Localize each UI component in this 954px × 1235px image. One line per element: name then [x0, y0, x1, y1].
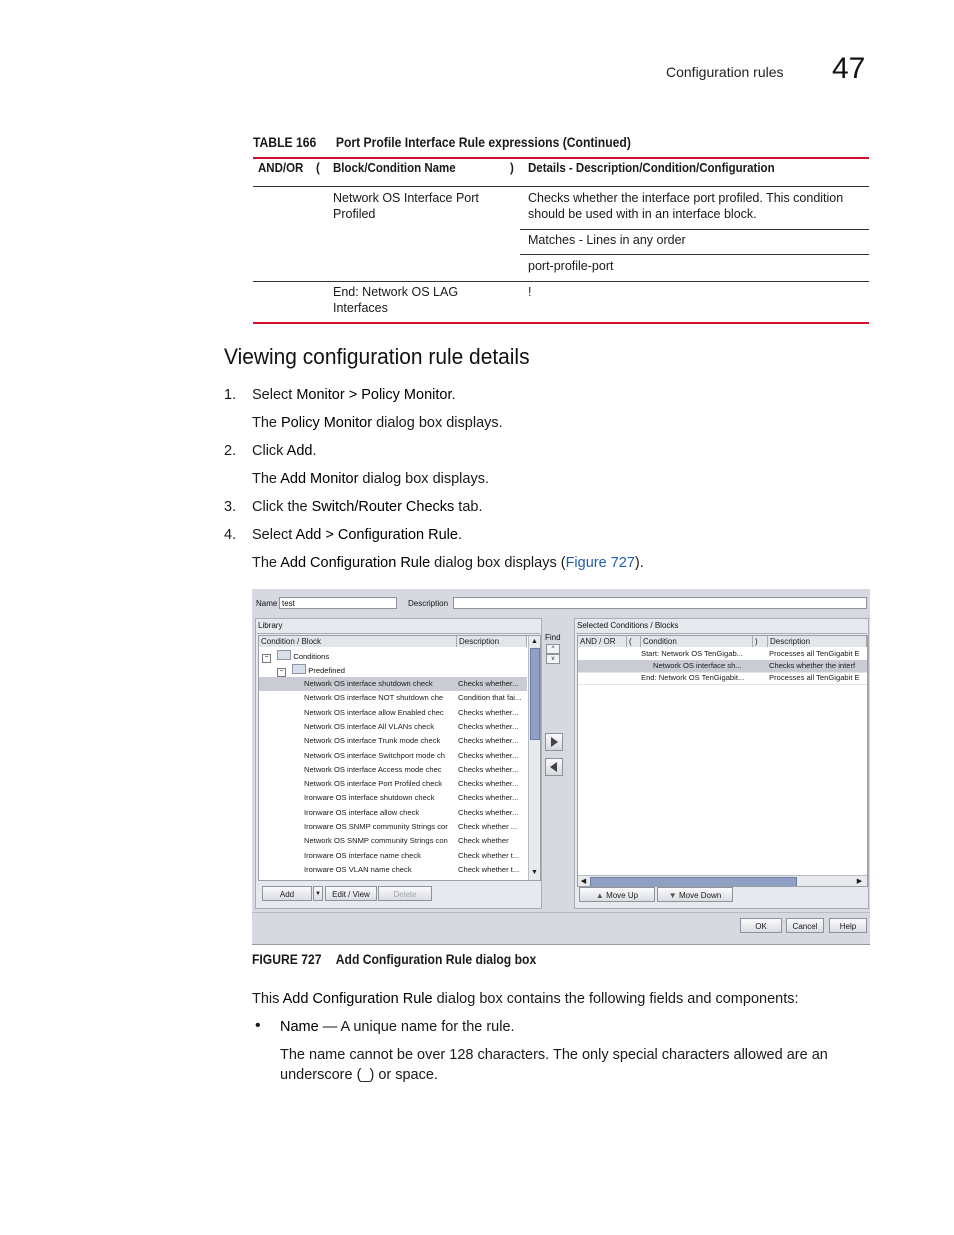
delete-button[interactable]: Delete	[378, 886, 432, 901]
scroll-up-icon[interactable]: ▲	[531, 638, 538, 645]
library-row[interactable]: Ironware OS interface shutdown check Checks whether...	[304, 793, 519, 803]
table-top-rule	[253, 157, 869, 159]
library-row[interactable]: Ironware OS VLAN name check Check whether t...	[304, 864, 520, 874]
remove-from-selected-button[interactable]	[545, 758, 563, 776]
help-button[interactable]: Help	[829, 918, 867, 933]
triangle-up-icon: ▲	[595, 891, 604, 900]
table-header-and-or: AND/OR	[258, 161, 304, 175]
step-number: 2.	[224, 443, 237, 459]
add-button[interactable]: Add	[262, 886, 312, 901]
selected-row[interactable]: End: Network OS TenGigabit... Processes all TenGigabit E	[578, 672, 867, 685]
move-down-button[interactable]: ▼ Move Down	[657, 887, 733, 902]
arrow-right-icon	[546, 734, 562, 750]
selected-conditions-panel	[574, 618, 869, 909]
scroll-left-icon[interactable]: ◀	[580, 878, 587, 885]
step-number: 4.	[224, 527, 237, 543]
table-row-rule	[253, 281, 869, 282]
table-header-close-paren: )	[510, 161, 514, 175]
section-heading: Viewing configuration rule details	[224, 344, 530, 369]
add-configuration-rule-dialog	[252, 589, 870, 945]
table-subrow-rule	[520, 229, 869, 230]
table-header-open-paren: (	[316, 161, 320, 175]
name-input[interactable]: test	[279, 597, 397, 609]
library-row[interactable]: Network OS interface allow Enabled chec Checks whether...	[304, 707, 519, 717]
figure-caption	[252, 952, 536, 967]
library-row[interactable]: Ironware OS interface name check Check whether t...	[304, 850, 520, 860]
table-subrow-rule	[520, 254, 869, 255]
selected-column-header[interactable]: (	[627, 636, 641, 647]
selected-row[interactable]: Start: Network OS TenGigab... Processes all TenGigabit E	[578, 648, 867, 661]
scroll-thumb[interactable]	[530, 648, 540, 740]
selected-row-highlighted[interactable]: Network OS interface sh... Checks whether the interf	[578, 660, 867, 673]
table-header-block-name: Block/Condition Name	[333, 161, 456, 175]
selected-horizontal-scrollbar[interactable]	[578, 875, 867, 887]
figure-caption-title: Add Configuration Rule dialog box	[335, 952, 537, 967]
selected-title: Selected Conditions / Blocks	[577, 621, 679, 630]
step-text: Click the Switch/Router Checks tab.	[252, 499, 483, 515]
find-label: Find	[545, 633, 561, 642]
library-column-header[interactable]: Description	[457, 636, 527, 647]
name-note-paragraph: The name cannot be over 128 characters. The only special characters allowed are an underscore (_) or space.	[280, 1047, 828, 1083]
selected-column-header[interactable]: )	[753, 636, 768, 647]
step-text: Select Add > Configuration Rule.	[252, 527, 462, 543]
scroll-thumb[interactable]	[590, 877, 797, 887]
table-cell-details: Checks whether the interface port profiled. This condition should be used with in an interface block.	[528, 191, 844, 221]
selected-column-header[interactable]: Description	[768, 636, 867, 647]
step-text: Click Add.	[252, 443, 317, 459]
table-cell-condition: Matches - Lines in any order	[528, 233, 686, 247]
find-up-icon[interactable]: ^	[546, 644, 560, 654]
step-text: Select Monitor > Policy Monitor.	[252, 387, 456, 403]
step-result: The Add Monitor dialog box displays.	[252, 471, 489, 487]
add-to-selected-button[interactable]	[545, 733, 563, 751]
bullet-name-item: Name — A unique name for the rule.	[280, 1019, 515, 1035]
tree-predefined-node[interactable]: − Predefined	[277, 664, 345, 677]
chapter-number: 47	[832, 52, 866, 85]
intro-paragraph: This Add Configuration Rule dialog box contains the following fields and components:	[252, 991, 799, 1007]
figure-link[interactable]: Figure 727	[565, 555, 635, 571]
table-header-details: Details - Description/Condition/Configuration	[528, 161, 775, 175]
panel-divider	[576, 633, 867, 634]
table-caption	[253, 135, 631, 150]
folder-icon	[292, 664, 306, 674]
cancel-button[interactable]: Cancel	[786, 918, 824, 933]
selected-column-header[interactable]: AND / OR	[578, 636, 627, 647]
find-down-icon[interactable]: v	[546, 654, 560, 664]
figure-caption-label: FIGURE 727	[252, 952, 322, 967]
library-row[interactable]: Network OS interface Switchport mode ch Checks whether...	[304, 750, 519, 760]
library-row[interactable]: Network OS SNMP community Strings con Check whether	[304, 836, 509, 846]
library-row[interactable]: Network OS interface NOT shutdown che Condition that fai...	[304, 693, 522, 703]
ok-button[interactable]: OK	[740, 918, 782, 933]
library-row[interactable]: Ironware OS SNMP community Strings cor Check whether ...	[304, 822, 518, 831]
description-input[interactable]	[453, 597, 867, 609]
library-panel	[255, 618, 542, 909]
library-title: Library	[258, 621, 283, 630]
step-result: The Add Configuration Rule dialog box displays (Figure 727).	[252, 555, 644, 571]
footer-divider	[252, 912, 870, 913]
bullet-icon: •	[255, 1017, 261, 1034]
running-header-section: Configuration rules	[666, 64, 784, 80]
library-column-header[interactable]: Condition / Block	[259, 636, 457, 647]
selected-column-header[interactable]: Condition	[641, 636, 753, 647]
step-number: 3.	[224, 499, 237, 515]
description-label: Description	[408, 599, 449, 608]
scroll-down-icon[interactable]: ▼	[531, 869, 538, 876]
folder-icon	[277, 650, 291, 660]
selected-table	[577, 635, 868, 887]
table-cell-configuration: port-profile-port	[528, 259, 614, 273]
table-header-rule	[253, 186, 869, 187]
step-number: 1.	[224, 387, 237, 403]
name-label: Name	[256, 599, 278, 608]
library-row-selected[interactable]: Network OS interface shutdown check Checks whether...	[259, 677, 527, 691]
library-row[interactable]: Network OS interface Access mode chec Checks whether...	[304, 764, 519, 774]
move-up-button[interactable]: ▲ Move Up	[579, 887, 655, 902]
table-caption-label: TABLE 166	[253, 135, 317, 150]
library-rows	[259, 677, 527, 880]
library-row[interactable]: Network OS interface Trunk mode check Checks whether...	[304, 736, 519, 746]
table-cell-details: !	[528, 285, 532, 299]
table-bottom-rule	[253, 322, 869, 324]
table-caption-title: Port Profile Interface Rule expressions (Continued)	[335, 135, 631, 150]
arrow-left-icon	[546, 759, 562, 775]
panel-divider	[257, 633, 540, 634]
tree-conditions-node[interactable]: − Conditions	[262, 650, 329, 663]
add-dropdown-chevron-down-icon[interactable]: ▼	[313, 886, 323, 901]
scroll-right-icon[interactable]: ▶	[856, 878, 863, 885]
library-vertical-scrollbar[interactable]	[528, 636, 540, 880]
triangle-down-icon: ▼	[668, 891, 677, 900]
library-row[interactable]: Network OS interface Port Profiled check Checks whether...	[304, 779, 519, 789]
library-row[interactable]: Ironware OS interface allow check Checks whether...	[304, 807, 519, 817]
library-table	[258, 635, 541, 881]
step-result: The Policy Monitor dialog box displays.	[252, 415, 503, 431]
edit-view-button[interactable]: Edit / View	[325, 886, 377, 901]
library-row[interactable]: Network OS interface All VLANs check Checks whether...	[304, 721, 519, 731]
table-cell-block-name: End: Network OS LAG Interfaces	[333, 285, 459, 315]
table-cell-block-name: Network OS Interface Port Profiled	[333, 191, 479, 221]
